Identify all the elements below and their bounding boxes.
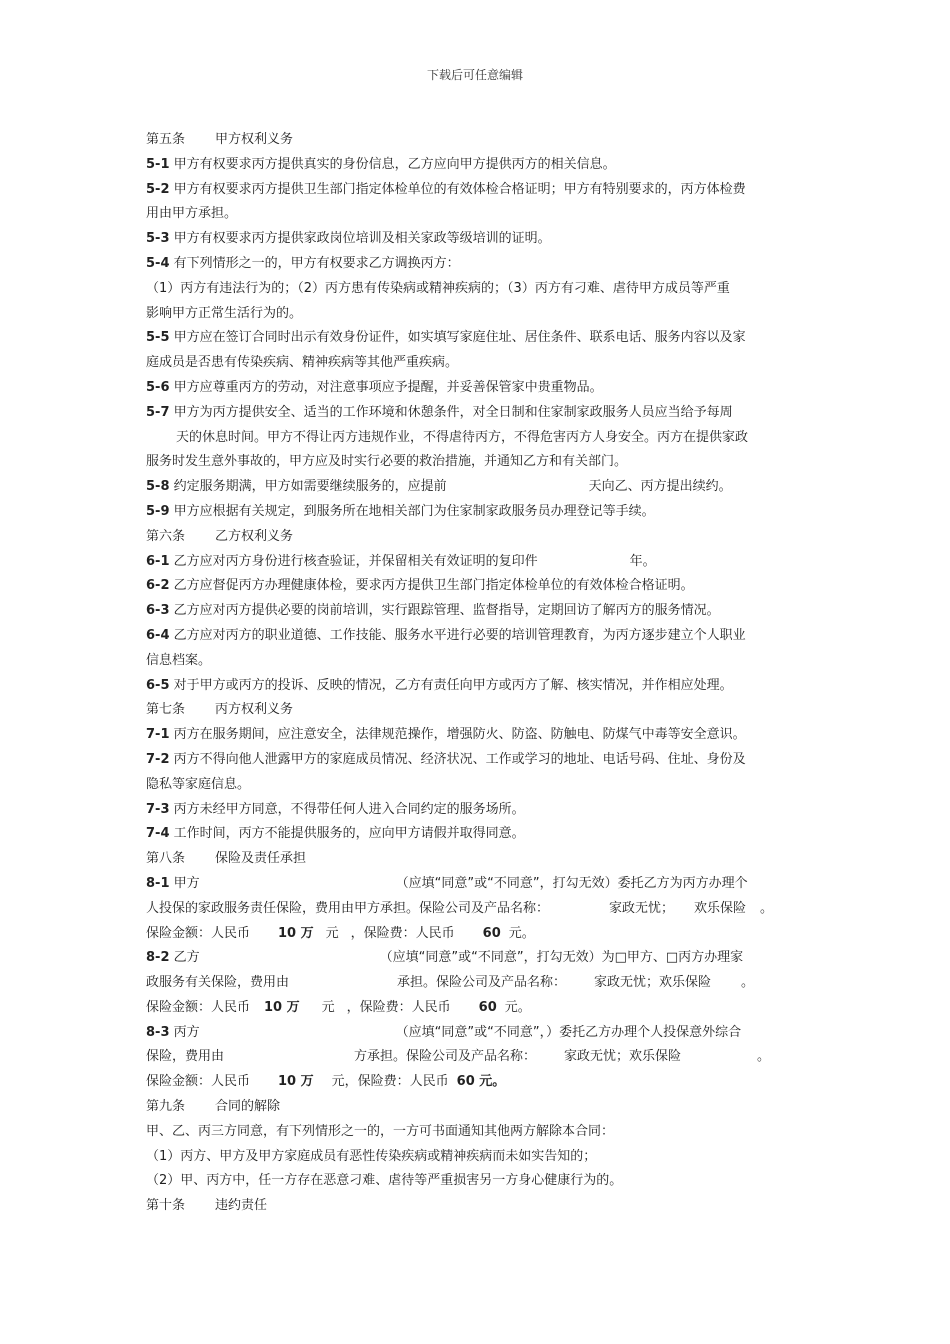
clause — [146, 252, 810, 277]
clause-text: 丙方不得向他人泄露甲方的家庭成员情况、经济状况、工作或学习的地址、电话号码、住址、身份及 — [173, 751, 746, 767]
clause-continuation: 服务时发生意外事故的，甲方应及时实行必要的救治措施，并通知乙方和有关部门。 — [146, 454, 628, 470]
party-label: 丙方 — [173, 1024, 200, 1040]
clause-continuation: 信息档案。 — [146, 652, 212, 668]
article-heading — [146, 698, 810, 723]
clause-text: 方承担。保险公司及产品名称： — [354, 1049, 537, 1065]
premium: 60 元。 — [456, 1074, 506, 1090]
article-number: 第九条 — [146, 1099, 186, 1115]
party-label: 乙方 — [173, 950, 200, 966]
clause — [146, 748, 810, 773]
clause — [146, 178, 810, 203]
clause-continuation — [146, 922, 810, 947]
clause-continuation — [146, 971, 810, 996]
clause-continuation: 用由甲方承担。 — [146, 206, 238, 222]
clause — [146, 674, 810, 699]
article-heading — [146, 1194, 810, 1219]
punctuation: 。 — [741, 975, 755, 991]
clause-number: 5-1 — [146, 156, 170, 172]
clause-number: 5-2 — [146, 181, 170, 197]
clause-text: 承担。保险公司及产品名称： — [397, 975, 567, 991]
clause-number: 8-1 — [146, 875, 170, 891]
article-title: 乙方权利义务 — [215, 528, 294, 544]
clause — [146, 326, 810, 351]
clause-number: 5-4 — [146, 255, 170, 271]
clause-number: 5-5 — [146, 330, 170, 346]
clause — [146, 550, 810, 575]
clause-text: 甲方有权要求丙方提供卫生部门指定体检单位的有效体检合格证明；甲方有特别要求的，丙方体检费 — [173, 181, 746, 197]
clause-text: ，保险费：人民币 — [346, 999, 451, 1015]
clause-text: 甲方为丙方提供安全、适当的工作环境和休憩条件，对全日制和住家制家政服务人员应当给予每周 — [173, 404, 733, 420]
article-heading — [146, 847, 810, 872]
clause-number: 5-7 — [146, 404, 170, 420]
clause — [146, 624, 810, 649]
clause — [146, 872, 810, 897]
clause-text: 元，保险费：人民币 — [331, 1074, 449, 1090]
clause-number: 7-2 — [146, 751, 170, 767]
article-heading — [146, 128, 810, 153]
article-title: 甲方权利义务 — [215, 132, 294, 147]
punctuation: 。 — [757, 1049, 771, 1065]
clause-number: 5-6 — [146, 379, 170, 395]
clause-text: 乙方应对丙方的职业道德、工作技能、服务水平进行必要的培训管理教育，为丙方逐步建立个人职业 — [173, 627, 746, 643]
clause-text: 保险金额：人民币 — [146, 1074, 251, 1090]
sub-clause: （1）丙方、甲方及甲方家庭成员有恶性传染疾病或精神疾病而未如实告知的； — [146, 1148, 597, 1164]
insured-amount: 10 万 — [264, 999, 300, 1015]
clause-number: 6-2 — [146, 578, 170, 594]
article-number: 第八条 — [146, 851, 186, 867]
clause-number: 7-1 — [146, 727, 170, 743]
clause — [146, 1021, 810, 1046]
clause — [146, 599, 810, 624]
clause — [146, 401, 810, 426]
premium: 60 — [478, 999, 497, 1015]
clause-number: 6-3 — [146, 603, 170, 619]
insurance-product: 欢乐保险 — [694, 900, 747, 916]
article-title: 违约责任 — [215, 1198, 268, 1214]
clause — [146, 153, 810, 178]
clause-text: 丙方在服务期间，应注意安全，法律规范操作，增强防火、防盗、防触电、防煤气中毒等安全意识。 — [173, 727, 746, 743]
clause-text: ，保险费：人民币 — [350, 925, 455, 941]
insurance-product: 家政无忧；欢乐保险 — [594, 975, 712, 991]
unit: 元。 — [504, 999, 531, 1015]
clause-text: 对于甲方或丙方的投诉、反映的情况，乙方有责任向甲方或丙方了解、核实情况，并作相应处理。 — [173, 677, 733, 693]
clause — [146, 376, 810, 401]
article-title: 保险及责任承担 — [215, 851, 307, 867]
sub-clause: （2）甲、丙方中，任一方存在恶意刁难、虐待等严重损害另一方身心健康行为的。 — [146, 1173, 623, 1189]
article-number: 第五条 — [146, 132, 186, 147]
clause-number: 8-2 — [146, 950, 170, 966]
clause-text: 丙方未经甲方同意，不得带任何人进入合同约定的服务场所。 — [173, 801, 525, 817]
clause-number: 5-3 — [146, 231, 170, 247]
clause-number: 7-3 — [146, 801, 170, 817]
page-header: 下载后可任意编辑 — [426, 68, 523, 82]
clause-continuation: 影响甲方正常生活行为的。 — [146, 305, 303, 321]
insurance-product: 家政无忧； — [609, 900, 675, 916]
unit: 元 — [325, 925, 339, 941]
clause-text: （应填“同意”或“不同意”，打勾无效）为□甲方、□丙方办理家 — [379, 950, 744, 966]
clause-text: 约定服务期满，甲方如需要继续服务的，应提前 — [173, 479, 447, 495]
clause-text: 甲方应尊重丙方的劳动，对注意事项应予提醒，并妥善保管家中贵重物品。 — [173, 379, 603, 395]
clause: 甲、乙、丙三方同意，有下列情形之一的，一方可书面通知其他两方解除本合同： — [146, 1123, 615, 1139]
clause-text: 甲方有权要求丙方提供家政岗位培训及相关家政等级培训的证明。 — [173, 231, 551, 247]
punctuation: 。 — [760, 900, 774, 916]
clause-text: 甲方有权要求丙方提供真实的身份信息，乙方应向甲方提供丙方的相关信息。 — [173, 156, 616, 172]
clause-text: 乙方应督促丙方办理健康体检，要求丙方提供卫生部门指定体检单位的有效体检合格证明。 — [173, 578, 694, 594]
unit: 元。 — [508, 925, 535, 941]
article-heading — [146, 525, 810, 550]
clause-continuation: 天的休息时间。甲方不得让丙方违规作业，不得虐待丙方，不得危害丙方人身安全。丙方在提供家政 — [176, 429, 749, 445]
clause-text: 甲方应在签订合同时出示有效身份证件，如实填写家庭住址、居住条件、联系电话、服务内容以及家 — [173, 330, 746, 346]
clause-text: 保险，费用由 — [146, 1049, 225, 1065]
article-number: 第十条 — [146, 1198, 186, 1214]
clause-number: 6-4 — [146, 627, 170, 643]
unit: 元 — [321, 999, 335, 1015]
clause-continuation: 隐私等家庭信息。 — [146, 776, 251, 792]
article-number: 第七条 — [146, 702, 186, 718]
insured-amount: 10 万 — [278, 1074, 314, 1090]
clause-text: 工作时间，丙方不能提供服务的，应向甲方请假并取得同意。 — [173, 826, 525, 842]
clause-continuation — [146, 1070, 810, 1095]
article-title: 合同的解除 — [215, 1099, 281, 1115]
clause-number: 7-4 — [146, 826, 170, 842]
insured-amount: 10 万 — [278, 925, 314, 941]
clause — [146, 798, 810, 823]
clause-text: 保险金额：人民币 — [146, 999, 251, 1015]
clause — [146, 574, 810, 599]
clause-text: （应填“同意”或“不同意”，打勾无效）委托乙方为丙方办理个 — [395, 875, 748, 891]
clause-number: 5-9 — [146, 503, 170, 519]
clause-text: 保险金额：人民币 — [146, 925, 251, 941]
clause — [146, 946, 810, 971]
clause-text: 乙方应对丙方提供必要的岗前培训，实行跟踪管理、监督指导，定期回访了解丙方的服务情况。 — [173, 603, 720, 619]
clause-number: 8-3 — [146, 1024, 170, 1040]
clause-text: 乙方应对丙方身份进行核查验证，并保留相关有效证明的复印件 — [173, 553, 538, 569]
clause-continuation — [146, 897, 810, 922]
clause-text: 甲方应根据有关规定，到服务所在地相关部门为住家制家政服务员办理登记等手续。 — [173, 503, 655, 519]
clause-text: 人投保的家政服务责任保险，费用由甲方承担。保险公司及产品名称： — [146, 900, 550, 916]
article-heading — [146, 1095, 810, 1120]
sub-clause: （1）丙方有违法行为的；（2）丙方患有传染病或精神疾病的；（3）丙方有刁难、虐待甲方成员等严重 — [146, 280, 730, 296]
article-title: 丙方权利义务 — [215, 702, 294, 718]
clause-text: 政服务有关保险，费用由 — [146, 975, 290, 991]
clause-text: 天向乙、丙方提出续约。 — [588, 479, 732, 495]
article-number: 第六条 — [146, 528, 186, 544]
clause-number: 5-8 — [146, 479, 170, 495]
clause — [146, 475, 810, 500]
clause-continuation — [146, 1045, 810, 1070]
clause-text: 年。 — [629, 553, 656, 569]
clause-continuation: 庭成员是否患有传染疾病、精神疾病等其他严重疾病。 — [146, 355, 459, 371]
clause — [146, 500, 810, 525]
clause-number: 6-5 — [146, 677, 170, 693]
clause-text: 有下列情形之一的，甲方有权要求乙方调换丙方： — [173, 255, 460, 271]
clause-number: 6-1 — [146, 553, 170, 569]
premium: 60 — [482, 925, 501, 941]
clause-continuation — [146, 996, 810, 1021]
clause — [146, 822, 810, 847]
clause-text: （应填“同意”或“不同意”，）委托乙方办理个人投保意外综合 — [395, 1024, 742, 1040]
insurance-product: 家政无忧；欢乐保险 — [564, 1049, 682, 1065]
clause — [146, 227, 810, 252]
document-body — [146, 128, 810, 1219]
clause — [146, 723, 810, 748]
party-label: 甲方 — [173, 875, 200, 891]
